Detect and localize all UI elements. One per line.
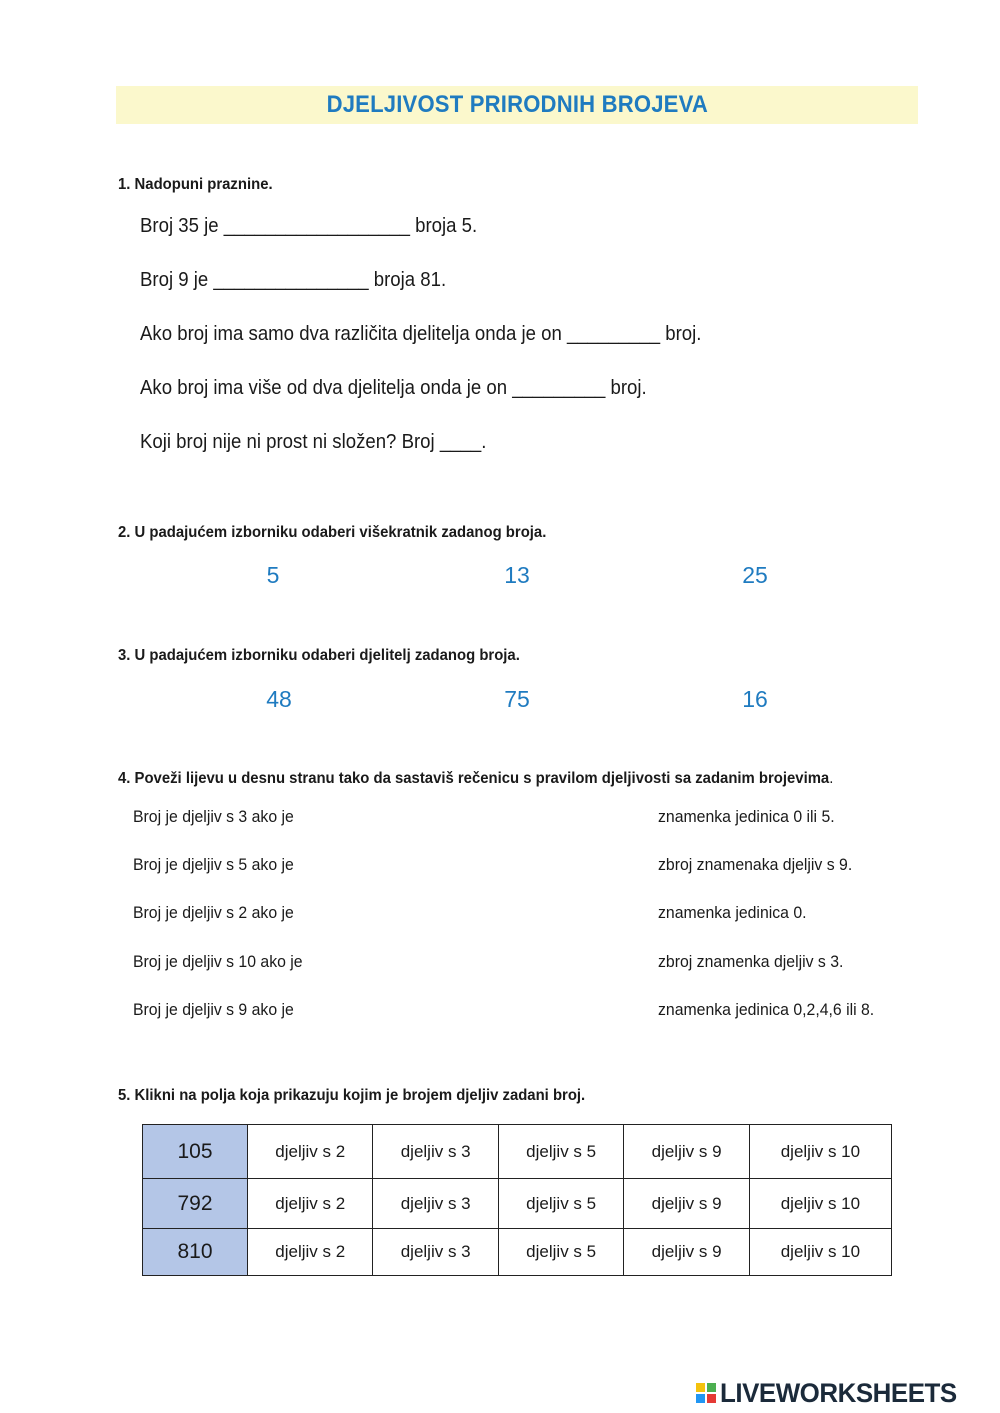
title-bar [116, 86, 918, 124]
q3-number-3: 16 [742, 686, 768, 712]
q1-line-4[interactable]: Ako broj ima više od dva djelitelja onda je on _________ broj. [140, 377, 647, 399]
question-4-heading [118, 770, 833, 788]
question-4-heading-end: . [829, 770, 834, 787]
table-number-cell: 810 [143, 1229, 248, 1276]
q4-right-1[interactable]: znamenka jedinica 0 ili 5. [658, 807, 835, 826]
option-cell[interactable]: djeljiv s 3 [373, 1179, 498, 1229]
option-cell[interactable]: djeljiv s 9 [624, 1229, 749, 1276]
question-4-heading-text: 4. Poveži lijevu u desnu stranu tako da sastaviš rečenicu s pravilom djeljivosti sa zadanim brojevima [118, 770, 830, 787]
question-5-heading: 5. Klikni na polja koja prikazuju kojim je brojem djeljiv zadani broj. [118, 1087, 586, 1104]
q1-line-5[interactable]: Koji broj nije ni prost ni složen? Broj ____. [140, 431, 487, 453]
table-number-cell: 792 [143, 1179, 248, 1229]
q4-left-2[interactable]: Broj je djeljiv s 5 ako je [133, 855, 294, 874]
option-cell[interactable]: djeljiv s 5 [498, 1125, 623, 1179]
q4-left-1[interactable]: Broj je djeljiv s 3 ako je [133, 807, 294, 826]
q1-line-1[interactable]: Broj 35 je __________________ broja 5. [140, 215, 478, 237]
logo-square-icon [696, 1383, 705, 1392]
page-title: DJELJIVOST PRIRODNIH BROJEVA [326, 91, 708, 118]
q3-number-2: 75 [504, 686, 530, 712]
liveworksheets-logo-icon [696, 1383, 716, 1403]
question-2-heading: 2. U padajućem izborniku odaberi višekratnik zadanog broja. [118, 524, 547, 541]
option-cell[interactable]: djeljiv s 10 [749, 1229, 891, 1276]
q4-right-5[interactable]: znamenka jedinica 0,2,4,6 ili 8. [658, 1000, 875, 1019]
option-cell[interactable]: djeljiv s 2 [248, 1125, 373, 1179]
divisibility-table [142, 1124, 892, 1276]
q4-right-3[interactable]: znamenka jedinica 0. [658, 903, 807, 922]
option-cell[interactable]: djeljiv s 10 [749, 1125, 891, 1179]
option-cell[interactable]: djeljiv s 10 [749, 1179, 891, 1229]
q4-right-4[interactable]: zbroj znamenka djeljiv s 3. [658, 952, 844, 971]
liveworksheets-logo [696, 1378, 967, 1408]
table-row [143, 1179, 892, 1229]
q1-line-3[interactable]: Ako broj ima samo dva različita djelitelja onda je on _________ broj. [140, 323, 702, 345]
option-cell[interactable]: djeljiv s 2 [248, 1229, 373, 1276]
question-3-heading: 3. U padajućem izborniku odaberi djelitelj zadanog broja. [118, 647, 520, 664]
q2-number-3: 25 [742, 562, 768, 588]
option-cell[interactable]: djeljiv s 9 [624, 1125, 749, 1179]
logo-square-icon [707, 1394, 716, 1403]
question-1-heading: 1. Nadopuni praznine. [118, 176, 273, 193]
q4-left-3[interactable]: Broj je djeljiv s 2 ako je [133, 903, 294, 922]
q2-number-1: 5 [266, 562, 280, 588]
table-row [143, 1125, 892, 1179]
q1-line-2[interactable]: Broj 9 je _______________ broja 81. [140, 269, 447, 291]
logo-square-icon [696, 1394, 705, 1403]
q3-number-1: 48 [266, 686, 292, 712]
option-cell[interactable]: djeljiv s 3 [373, 1229, 498, 1276]
option-cell[interactable]: djeljiv s 5 [498, 1229, 623, 1276]
q4-left-4[interactable]: Broj je djeljiv s 10 ako je [133, 952, 303, 971]
option-cell[interactable]: djeljiv s 3 [373, 1125, 498, 1179]
q4-right-2[interactable]: zbroj znamenaka djeljiv s 9. [658, 855, 853, 874]
q4-left-5[interactable]: Broj je djeljiv s 9 ako je [133, 1000, 294, 1019]
table-row [143, 1229, 892, 1276]
option-cell[interactable]: djeljiv s 2 [248, 1179, 373, 1229]
option-cell[interactable]: djeljiv s 5 [498, 1179, 623, 1229]
option-cell[interactable]: djeljiv s 9 [624, 1179, 749, 1229]
logo-text: LIVEWORKSHEETS [720, 1377, 957, 1408]
q2-number-2: 13 [504, 562, 530, 588]
table-number-cell: 105 [143, 1125, 248, 1179]
logo-square-icon [707, 1383, 716, 1392]
